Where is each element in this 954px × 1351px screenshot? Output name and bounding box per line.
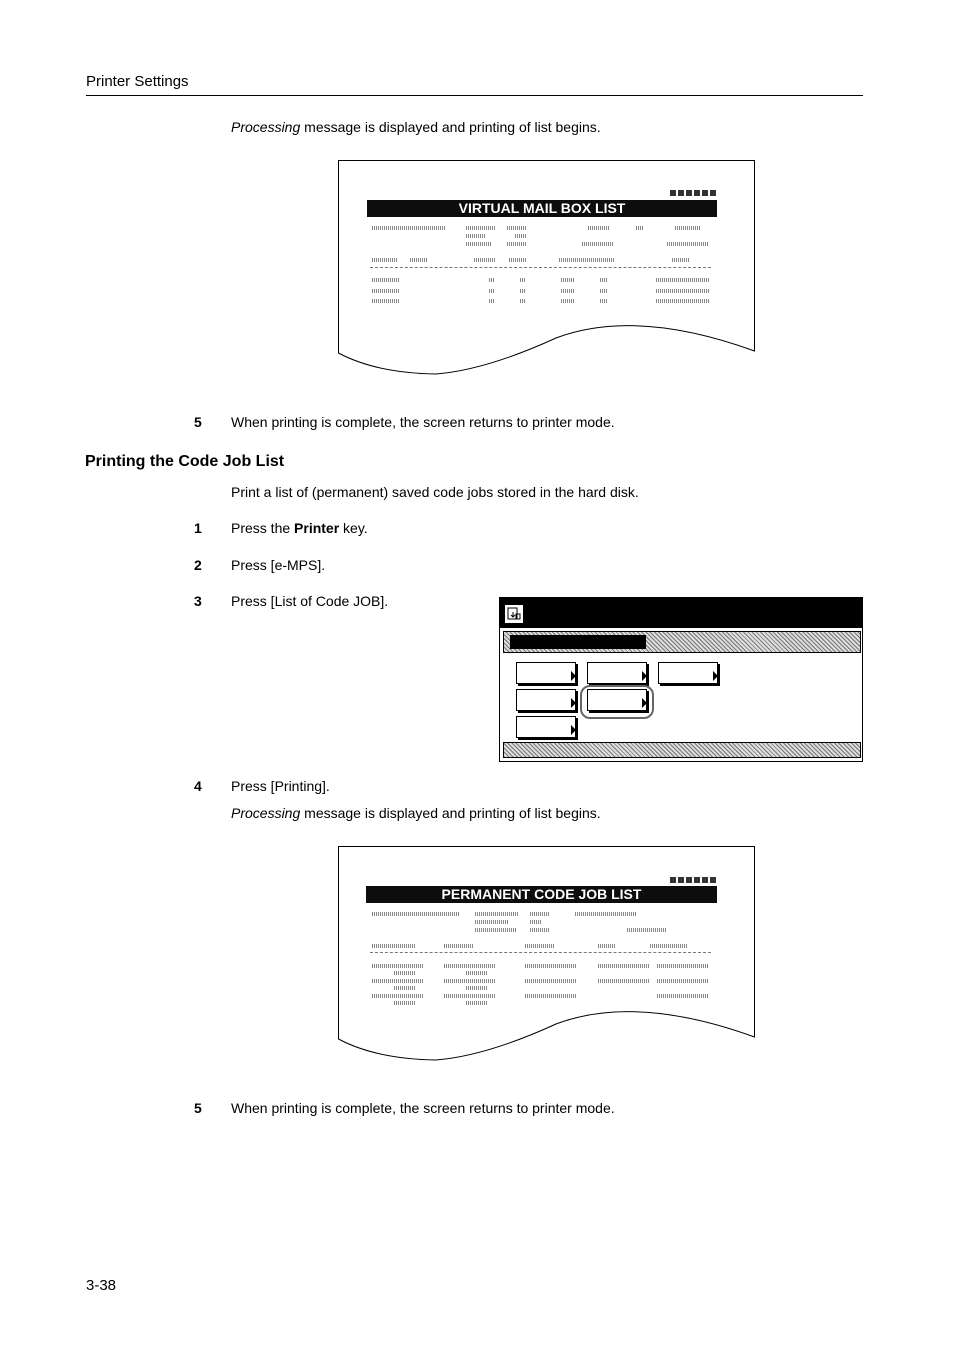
panel-button-1[interactable] — [516, 662, 576, 684]
printer-key-label: Printer — [294, 520, 340, 536]
section-title: Printing the Code Job List — [85, 453, 285, 470]
sheet-marker-2 — [670, 877, 716, 883]
permanent-code-job-banner: PERMANENT CODE JOB LIST — [366, 886, 717, 903]
step-1-text: Press the Printer key. — [231, 520, 368, 536]
processing-note-text: message is displayed and printing of list begins. — [300, 119, 601, 135]
processing-note-1 — [231, 118, 601, 136]
step-3-text: Press [List of Code JOB]. — [231, 593, 389, 609]
panel-bottom-stripe — [503, 742, 861, 758]
step-5b-text: When printing is complete, the screen returns to printer mode. — [231, 1100, 615, 1116]
sheet-marker — [670, 190, 716, 196]
page-number: 3-38 — [86, 1277, 117, 1294]
panel-button-2[interactable] — [587, 662, 647, 684]
step-5b-number: 5 — [194, 1100, 202, 1116]
virtual-mailbox-banner: VIRTUAL MAIL BOX LIST — [367, 200, 717, 217]
step-4-text: Press [Printing]. — [231, 778, 330, 794]
processing-note-2: Processing message is displayed and printing of list begins. — [231, 805, 601, 821]
highlight-circle — [580, 685, 654, 719]
panel-highlight — [510, 635, 646, 649]
step-5-number: 5 — [194, 414, 202, 430]
step-2-number: 2 — [194, 557, 202, 573]
step-2-text: Press [e-MPS]. — [231, 557, 326, 573]
running-header: Printer Settings — [86, 73, 189, 90]
processing-italic: Processing — [231, 119, 301, 135]
panel-button-3[interactable] — [658, 662, 718, 684]
step-3-number: 3 — [194, 593, 202, 609]
panel-button-6[interactable] — [516, 716, 576, 738]
header-rule — [86, 95, 863, 96]
panel-title-bar — [500, 598, 862, 628]
step-1-number: 1 — [194, 520, 202, 536]
printer-icon — [504, 604, 524, 624]
step-5-text: When printing is complete, the screen returns to printer mode. — [231, 414, 615, 430]
panel-button-4[interactable] — [516, 689, 576, 711]
section-intro: Print a list of (permanent) saved code jobs stored in the hard disk. — [231, 484, 639, 500]
step-4-number: 4 — [194, 778, 202, 794]
touch-panel — [499, 597, 863, 762]
